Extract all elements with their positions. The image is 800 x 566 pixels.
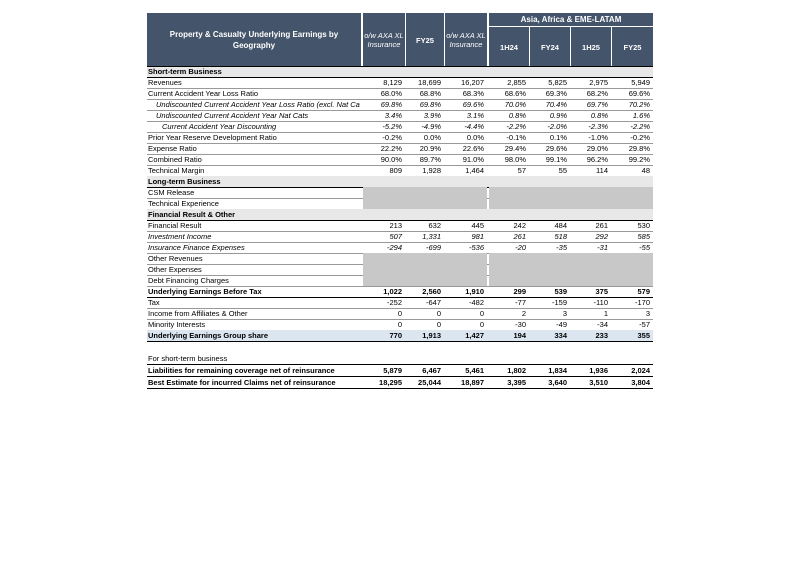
cell-value: -34 [597, 320, 608, 329]
table-row [147, 220, 653, 231]
cell-value: 981 [471, 232, 484, 241]
cell-value: 539 [554, 287, 567, 296]
cell-value: -35 [556, 243, 567, 252]
cell-value: 375 [595, 287, 608, 296]
cell-value: 5,949 [631, 78, 650, 87]
row-label: Technical Experience [148, 199, 219, 208]
cell-value: 0.0% [423, 133, 441, 142]
cell-value: -482 [468, 298, 484, 307]
table-row [147, 377, 653, 388]
table-row [147, 132, 653, 143]
cell-value: 90.0% [380, 155, 402, 164]
cell-value: 579 [637, 287, 650, 296]
cell-value: -2.0% [547, 122, 567, 131]
section-header-row [147, 176, 653, 187]
cell-value: 5,825 [548, 78, 567, 87]
table-row [147, 121, 653, 132]
cell-value: 0 [479, 309, 484, 318]
not-applicable-cell [489, 264, 653, 275]
cell-value: 0.9% [549, 111, 567, 120]
cell-value: 530 [637, 221, 650, 230]
cell-value: 0 [436, 320, 441, 329]
cell-value: 242 [513, 221, 526, 230]
cell-value: 96.2% [586, 155, 608, 164]
cell-value: 3,804 [631, 378, 650, 387]
table-row [147, 88, 653, 99]
cell-value: 68.6% [504, 89, 526, 98]
cell-value: -294 [386, 243, 402, 252]
row-divider [147, 388, 653, 389]
cell-value: 69.8% [380, 100, 402, 109]
cell-value: 114 [596, 166, 608, 175]
cell-value: 3,395 [507, 378, 526, 387]
not-applicable-cell [489, 253, 653, 264]
section-header-row [147, 209, 653, 220]
table-row [147, 308, 653, 319]
cell-value: -30 [515, 320, 526, 329]
cell-value: 48 [641, 166, 650, 175]
cell-value: -57 [639, 320, 650, 329]
cell-value: -110 [593, 298, 608, 307]
column-header: FY24 [530, 27, 570, 67]
row-label: Prior Year Reserve Development Ratio [148, 133, 277, 142]
table-row [147, 99, 653, 110]
cell-value: -699 [425, 243, 441, 252]
cell-value: 1,928 [422, 166, 441, 175]
cell-value: 68.3% [462, 89, 484, 98]
cell-value: 22.6% [462, 144, 484, 153]
row-label: Insurance Finance Expenses [148, 243, 245, 252]
row-label: Current Accident Year Discounting [162, 122, 277, 131]
cell-value: 3 [562, 309, 567, 318]
table-row [147, 286, 653, 297]
cell-value: 1,802 [507, 366, 526, 375]
row-divider [147, 341, 653, 342]
table-row [147, 319, 653, 330]
cell-value: 70.0% [504, 100, 526, 109]
table-row [147, 187, 653, 198]
cell-value: 1,910 [465, 287, 484, 296]
cell-value: 69.6% [628, 89, 650, 98]
column-header: FY25 [612, 27, 653, 67]
cell-value: 507 [389, 232, 402, 241]
row-label: Investment Income [148, 232, 212, 241]
cell-value: -2.3% [588, 122, 608, 131]
row-label: Liabilities for remaining coverage net of reinsurance [148, 366, 335, 375]
row-label: Other Revenues [148, 254, 203, 263]
cell-value: -159 [551, 298, 567, 307]
cell-value: 233 [595, 331, 608, 340]
cell-value: 2,855 [507, 78, 526, 87]
cell-value: 99.2% [628, 155, 650, 164]
cell-value: 69.6% [462, 100, 484, 109]
not-applicable-cell [489, 187, 653, 198]
footnote-label: For short-term business [148, 354, 228, 363]
row-label: Financial Result [148, 221, 202, 230]
cell-value: 3,510 [589, 378, 608, 387]
row-label: Undiscounted Current Accident Year Loss Ratio (excl. Nat Ca [156, 100, 360, 109]
row-label: Short-term Business [148, 67, 222, 76]
cell-value: -77 [515, 298, 526, 307]
footnote-header [147, 353, 653, 364]
cell-value: 484 [554, 221, 567, 230]
table-title: Property & Casualty Underlying Earnings by Geography [169, 30, 339, 50]
cell-value: 355 [637, 331, 650, 340]
cell-value: 3 [645, 309, 650, 318]
cell-value: 3.9% [423, 111, 441, 120]
cell-value: -0.1% [506, 133, 526, 142]
cell-value: 99.1% [545, 155, 567, 164]
cell-value: 22.2% [380, 144, 402, 153]
cell-value: 5,879 [383, 366, 402, 375]
cell-value: 20.9% [419, 144, 441, 153]
cell-value: -31 [597, 243, 608, 252]
row-label: CSM Release [148, 188, 195, 197]
cell-value: -170 [634, 298, 650, 307]
cell-value: 261 [513, 232, 526, 241]
cell-value: -49 [556, 320, 567, 329]
not-applicable-cell [363, 264, 487, 275]
cell-value: 91.0% [462, 155, 484, 164]
column-header: o/w AXA XL Insurance [445, 13, 487, 67]
cell-value: -647 [425, 298, 441, 307]
cell-value: 2 [521, 309, 526, 318]
cell-value: 0.1% [549, 133, 567, 142]
row-label: Expense Ratio [148, 144, 197, 153]
cell-value: 18,897 [461, 378, 484, 387]
cell-value: 1.6% [632, 111, 650, 120]
cell-value: -20 [515, 243, 526, 252]
cell-value: -5.2% [382, 122, 402, 131]
cell-value: 3,640 [548, 378, 567, 387]
row-label: Combined Ratio [148, 155, 202, 164]
cell-value: 1,427 [465, 331, 484, 340]
cell-value: 70.4% [545, 100, 567, 109]
row-label: Current Accident Year Loss Ratio [148, 89, 259, 98]
table-row [147, 275, 653, 286]
cell-value: 0 [397, 320, 402, 329]
cell-value: 809 [389, 166, 402, 175]
cell-value: 194 [513, 331, 526, 340]
cell-value: 299 [513, 287, 526, 296]
cell-value: 2,024 [631, 366, 650, 375]
table-title-header [147, 13, 361, 67]
cell-value: 1,913 [422, 331, 441, 340]
cell-value: 0 [436, 309, 441, 318]
table-row [147, 198, 653, 209]
cell-value: 0 [397, 309, 402, 318]
cell-value: 98.0% [504, 155, 526, 164]
cell-value: 69.7% [586, 100, 608, 109]
column-header: FY25 [406, 13, 444, 67]
cell-value: 69.3% [545, 89, 567, 98]
cell-value: 8,129 [383, 78, 402, 87]
table-row [147, 365, 653, 376]
cell-value: 18,699 [418, 78, 441, 87]
row-label: Best Estimate for incurred Claims net of reinsurance [148, 378, 336, 387]
column-header: 1H25 [571, 27, 611, 67]
cell-value: 0.8% [590, 111, 608, 120]
section-header-row [147, 66, 653, 77]
cell-value: -536 [468, 243, 484, 252]
cell-value: 68.2% [586, 89, 608, 98]
table-row [147, 154, 653, 165]
not-applicable-cell [363, 275, 487, 286]
cell-value: 1 [603, 309, 608, 318]
cell-value: 29.6% [545, 144, 567, 153]
row-label: Debt Financing Charges [148, 276, 229, 285]
table-row [147, 242, 653, 253]
cell-value: 70.2% [628, 100, 650, 109]
cell-value: 0.0% [466, 133, 484, 142]
table-row [147, 297, 653, 308]
cell-value: 1,464 [465, 166, 484, 175]
cell-value: 1,834 [548, 366, 567, 375]
table-row [147, 264, 653, 275]
cell-value: 68.0% [380, 89, 402, 98]
cell-value: -1.0% [588, 133, 608, 142]
cell-value: 632 [428, 221, 441, 230]
row-label: Underlying Earnings Group share [148, 331, 269, 340]
row-label: Income from Affiliates & Other [148, 309, 248, 318]
table-row [147, 253, 653, 264]
row-divider [147, 66, 653, 67]
cell-value: 261 [595, 221, 608, 230]
not-applicable-cell [363, 253, 487, 264]
cell-value: 445 [471, 221, 484, 230]
cell-value: 18,295 [379, 378, 402, 387]
cell-value: 6,467 [422, 366, 441, 375]
table-row [147, 77, 653, 88]
cell-value: 29.0% [586, 144, 608, 153]
cell-value: 585 [637, 232, 650, 241]
cell-value: 334 [554, 331, 567, 340]
cell-value: 57 [517, 166, 526, 175]
column-header: o/w AXA XL Insurance [363, 13, 405, 67]
row-label: Minority Interests [148, 320, 206, 329]
row-label: Revenues [148, 78, 182, 87]
cell-value: 3.1% [466, 111, 484, 120]
cell-value: -0.2% [382, 133, 402, 142]
cell-value: -252 [386, 298, 402, 307]
cell-value: 5,461 [465, 366, 484, 375]
cell-value: 1,936 [589, 366, 608, 375]
cell-value: 2,560 [422, 287, 441, 296]
column-header: 1H24 [489, 27, 529, 67]
cell-value: 16,207 [461, 78, 484, 87]
cell-value: 213 [389, 221, 402, 230]
row-label: Technical Margin [148, 166, 205, 175]
row-label: Underlying Earnings Before Tax [148, 287, 262, 296]
table-row [147, 231, 653, 242]
row-label: Financial Result & Other [148, 210, 236, 219]
row-label: Undiscounted Current Accident Year Nat Cats [156, 111, 309, 120]
table-row [147, 143, 653, 154]
row-label: Long-term Business [148, 177, 221, 186]
cell-value: -2.2% [506, 122, 526, 131]
cell-value: 1,331 [422, 232, 441, 241]
row-label: Tax [148, 298, 160, 307]
not-applicable-cell [489, 275, 653, 286]
cell-value: 2,975 [589, 78, 608, 87]
cell-value: 518 [554, 232, 567, 241]
not-applicable-cell [363, 198, 487, 209]
table-row [147, 165, 653, 176]
cell-value: -0.2% [630, 133, 650, 142]
cell-value: 1,022 [383, 287, 402, 296]
not-applicable-cell [363, 187, 487, 198]
cell-value: 89.7% [419, 155, 441, 164]
not-applicable-cell [489, 198, 653, 209]
cell-value: 69.8% [419, 100, 441, 109]
cell-value: 68.8% [419, 89, 441, 98]
cell-value: -4.9% [421, 122, 441, 131]
group-header: Asia, Africa & EME-LATAM [489, 13, 653, 27]
table-row [147, 110, 653, 121]
cell-value: 0 [479, 320, 484, 329]
cell-value: 3.4% [384, 111, 402, 120]
cell-value: 29.4% [504, 144, 526, 153]
cell-value: -55 [639, 243, 650, 252]
cell-value: 770 [389, 331, 402, 340]
cell-value: 55 [558, 166, 567, 175]
cell-value: -2.2% [630, 122, 650, 131]
cell-value: 292 [595, 232, 608, 241]
row-label: Other Expenses [148, 265, 202, 274]
cell-value: -4.4% [464, 122, 484, 131]
cell-value: 25,044 [418, 378, 441, 387]
cell-value: 0.8% [508, 111, 526, 120]
table-row [147, 330, 653, 341]
cell-value: 29.8% [628, 144, 650, 153]
